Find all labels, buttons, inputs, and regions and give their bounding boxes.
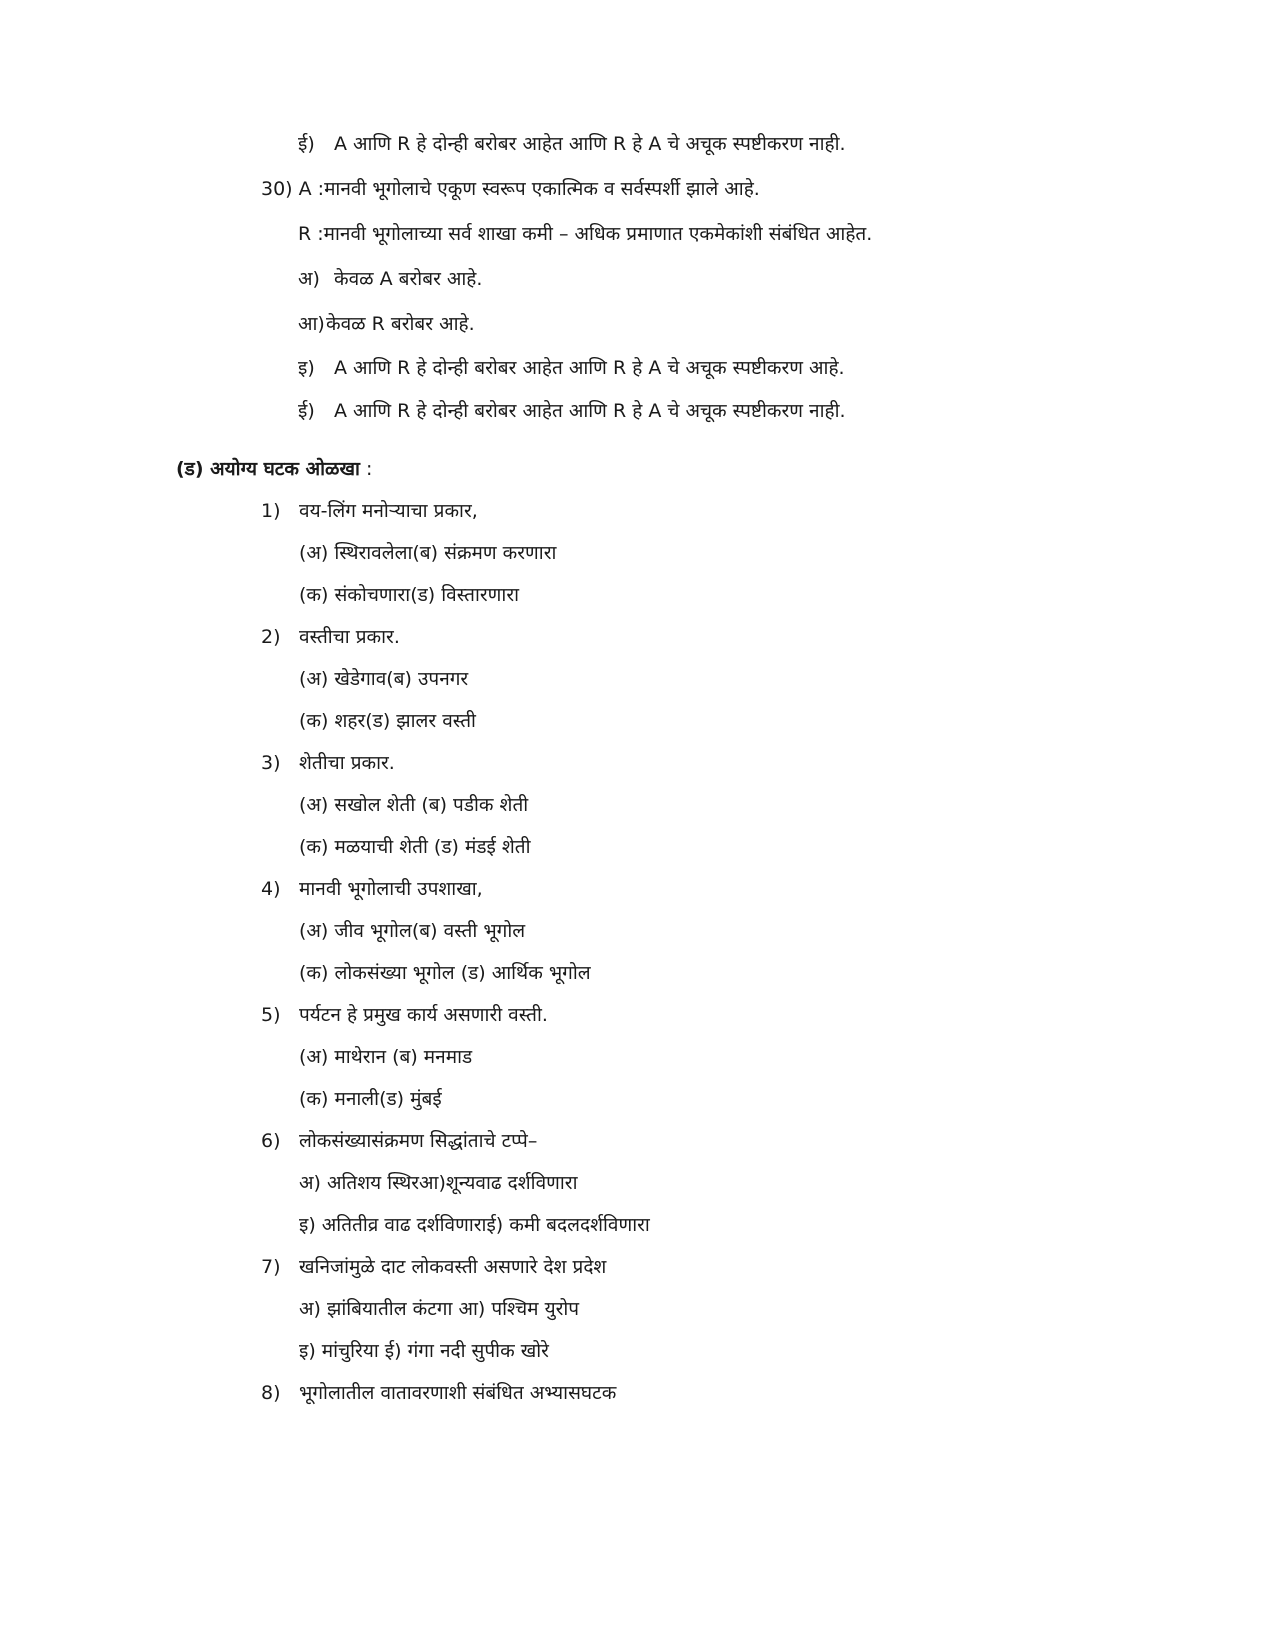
- item-number: 4): [261, 878, 281, 900]
- item-text: मानवी भूगोलाची उपशाखा,: [299, 878, 483, 900]
- item-1-options-1: (अ) स्थिरावलेला(ब) संक्रमण करणारा: [299, 542, 557, 564]
- item-6-options-1: अ) अतिशय स्थिरआ)शून्यवाढ दर्शविणारा: [299, 1172, 578, 1194]
- q30-option-i: [298, 355, 845, 381]
- q30-option-aa: [298, 311, 475, 337]
- item-text: खनिजांमुळे दाट लोकवस्ती असणारे देश प्रदेश: [299, 1256, 607, 1278]
- item-text: वस्तीचा प्रकार.: [299, 626, 400, 648]
- item-6-options-2: इ) अतितीव्र वाढ दर्शविणाराई) कमी बदलदर्शविणारा: [299, 1214, 650, 1236]
- item-8: [261, 1380, 616, 1406]
- item-5-options-1: (अ) माथेरान (ब) मनमाड: [299, 1046, 473, 1068]
- option-label: आ): [298, 313, 325, 335]
- item-text: लोकसंख्यासंक्रमण सिद्धांताचे टप्पे–: [299, 1130, 538, 1152]
- item-1: [261, 498, 478, 524]
- item-7-options-1: अ) झांबियातील कंटगा आ) पश्चिम युरोप: [299, 1298, 580, 1320]
- q29-option-ii: [298, 131, 846, 157]
- section-d-colon: :: [359, 458, 373, 480]
- item-1-options-2: (क) संकोचणारा(ड) विस्तारणारा: [299, 584, 520, 606]
- item-2: [261, 624, 400, 650]
- item-3-options-2: (क) मळयाची शेती (ड) मंडई शेती: [299, 836, 531, 858]
- option-label: ई): [298, 133, 315, 155]
- item-number: 5): [261, 1004, 281, 1026]
- item-5-options-2: (क) मनाली(ड) मुंबई: [299, 1088, 442, 1110]
- item-3: [261, 750, 395, 776]
- item-text: वय-लिंग मनोऱ्याचा प्रकार,: [299, 500, 478, 522]
- item-3-options-1: (अ) सखोल शेती (ब) पडीक शेती: [299, 794, 529, 816]
- item-4: [261, 876, 483, 902]
- item-7: [261, 1254, 606, 1280]
- q30-assertion: 30) A :मानवी भूगोलाचे एकूण स्वरूप एकात्मिक व सर्वस्पर्शी झाले आहे.: [261, 178, 760, 200]
- option-text: केवळ R बरोबर आहे.: [326, 313, 475, 335]
- item-text: पर्यटन हे प्रमुख कार्य असणारी वस्ती.: [299, 1004, 548, 1026]
- q30-option-a: [298, 266, 482, 292]
- section-d-heading: [176, 456, 372, 482]
- option-text: A आणि R हे दोन्ही बरोबर आहेत आणि R हे A चे अचूक स्पष्टीकरण नाही.: [334, 133, 846, 155]
- q30-option-ii: [298, 398, 846, 424]
- item-4-options-2: (क) लोकसंख्या भूगोल (ड) आर्थिक भूगोल: [299, 962, 591, 984]
- option-label: इ): [298, 357, 315, 379]
- item-text: शेतीचा प्रकार.: [299, 752, 395, 774]
- item-number: 7): [261, 1256, 281, 1278]
- option-text: केवळ A बरोबर आहे.: [334, 268, 483, 290]
- item-6: [261, 1128, 537, 1154]
- section-d-title: (ड) अयोग्य घटक ओळखा: [176, 458, 360, 480]
- item-2-options-1: (अ) खेडेगाव(ब) उपनगर: [299, 668, 469, 690]
- item-number: 2): [261, 626, 281, 648]
- item-7-options-2: इ) मांचुरिया ई) गंगा नदी सुपीक खोरे: [299, 1340, 549, 1362]
- option-label: अ): [298, 268, 320, 290]
- item-2-options-2: (क) शहर(ड) झालर वस्ती: [299, 710, 476, 732]
- item-text: भूगोलातील वातावरणाशी संबंधित अभ्यासघटक: [299, 1382, 617, 1404]
- option-text: A आणि R हे दोन्ही बरोबर आहेत आणि R हे A चे अचूक स्पष्टीकरण नाही.: [334, 400, 846, 422]
- item-4-options-1: (अ) जीव भूगोल(ब) वस्ती भूगोल: [299, 920, 526, 942]
- item-5: [261, 1002, 548, 1028]
- item-number: 1): [261, 500, 281, 522]
- option-label: ई): [298, 400, 315, 422]
- item-number: 6): [261, 1130, 281, 1152]
- item-number: 8): [261, 1382, 281, 1404]
- q30-reason: R :मानवी भूगोलाच्या सर्व शाखा कमी – अधिक प्रमाणात एकमेकांशी संबंधित आहेत.: [298, 223, 873, 245]
- item-number: 3): [261, 752, 281, 774]
- option-text: A आणि R हे दोन्ही बरोबर आहेत आणि R हे A चे अचूक स्पष्टीकरण आहे.: [334, 357, 845, 379]
